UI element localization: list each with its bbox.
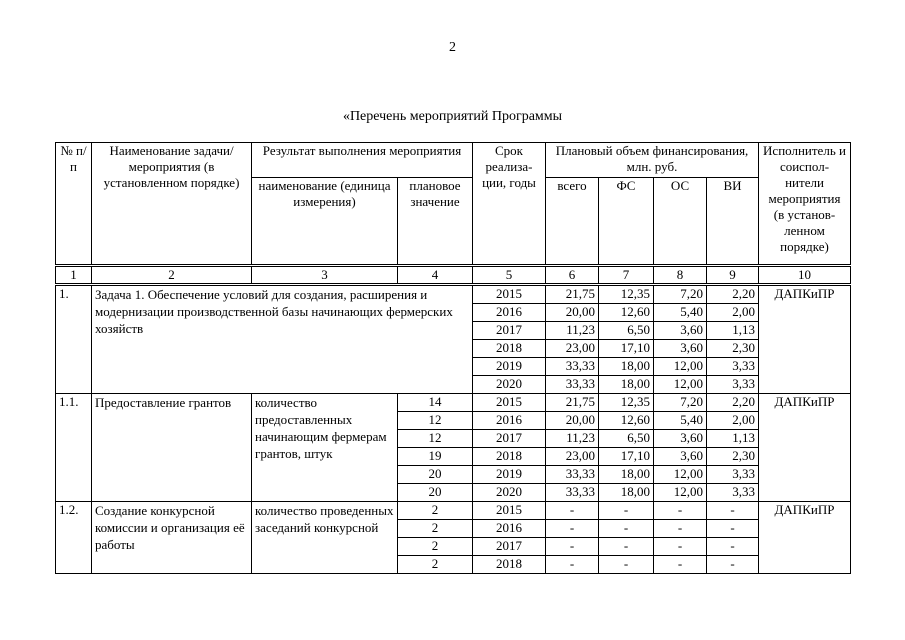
year-cell: 2018: [473, 448, 546, 466]
plan-value-cell: 20: [398, 466, 473, 484]
executor-cell: ДАПКиПР: [759, 394, 851, 502]
fs-cell: 18,00: [599, 466, 654, 484]
header-task: Наименование задачи/мероприятия (в установленном порядке): [92, 143, 252, 266]
year-cell: 2016: [473, 412, 546, 430]
vi-cell: 2,20: [707, 394, 759, 412]
os-cell: 7,20: [654, 285, 707, 304]
os-cell: 3,60: [654, 340, 707, 358]
total-cell: 20,00: [546, 412, 599, 430]
row-num: 1.: [56, 285, 92, 394]
plan-value-cell: 14: [398, 394, 473, 412]
vi-cell: 3,33: [707, 358, 759, 376]
vi-cell: 3,33: [707, 376, 759, 394]
plan-value-cell: 2: [398, 502, 473, 520]
plan-value-cell: 2: [398, 556, 473, 574]
header-executor: Исполнитель и соиспол-нители мероприятия (в установ-ленном порядке): [759, 143, 851, 266]
year-cell: 2015: [473, 285, 546, 304]
vi-cell: 3,33: [707, 484, 759, 502]
os-cell: 12,00: [654, 358, 707, 376]
vi-cell: -: [707, 538, 759, 556]
vi-cell: 2,30: [707, 448, 759, 466]
col-number: 3: [252, 266, 398, 285]
result-name: количество проведенных заседаний конкурсной: [252, 502, 398, 574]
year-cell: 2019: [473, 358, 546, 376]
os-cell: 12,00: [654, 376, 707, 394]
col-number: 2: [92, 266, 252, 285]
total-cell: 33,33: [546, 484, 599, 502]
vi-cell: 2,30: [707, 340, 759, 358]
plan-value-cell: 2: [398, 520, 473, 538]
page-number: 2: [449, 40, 456, 55]
year-cell: 2017: [473, 538, 546, 556]
year-cell: 2017: [473, 430, 546, 448]
year-cell: 2015: [473, 394, 546, 412]
document-title: «Перечень мероприятий Программы: [342, 109, 563, 124]
col-number: 6: [546, 266, 599, 285]
row-num: 1.2.: [56, 502, 92, 574]
year-cell: 2020: [473, 484, 546, 502]
header-term: Срок реализа-ции, годы: [473, 143, 546, 266]
table-row: [56, 502, 851, 520]
result-name: количество предоставленных начинающим фермерам грантов, штук: [252, 394, 398, 502]
col-number: 4: [398, 266, 473, 285]
table-row: [56, 394, 851, 412]
header-finance: Плановый объем финансирования, млн. руб.: [546, 143, 759, 178]
year-cell: 2019: [473, 466, 546, 484]
total-cell: 23,00: [546, 448, 599, 466]
col-number: 1: [56, 266, 92, 285]
year-cell: 2016: [473, 304, 546, 322]
plan-value-cell: 2: [398, 538, 473, 556]
plan-value-cell: 19: [398, 448, 473, 466]
column-numbers-row: [56, 266, 851, 285]
fs-cell: -: [599, 556, 654, 574]
executor-cell: ДАПКиПР: [759, 285, 851, 394]
col-number: 9: [707, 266, 759, 285]
fs-cell: 18,00: [599, 358, 654, 376]
year-cell: 2018: [473, 556, 546, 574]
fs-cell: 12,60: [599, 412, 654, 430]
fs-cell: 17,10: [599, 448, 654, 466]
fs-cell: 6,50: [599, 322, 654, 340]
header-fs: ФС: [599, 178, 654, 266]
header-row: [56, 143, 851, 178]
vi-cell: 3,33: [707, 466, 759, 484]
task-name: Задача 1. Обеспечение условий для создания, расширения и модернизации производственной базы начинающих фермерских хозяйств: [92, 285, 473, 394]
plan-value-cell: 12: [398, 430, 473, 448]
header-vi: ВИ: [707, 178, 759, 266]
year-cell: 2018: [473, 340, 546, 358]
vi-cell: -: [707, 556, 759, 574]
col-number: 7: [599, 266, 654, 285]
total-cell: 23,00: [546, 340, 599, 358]
total-cell: 21,75: [546, 394, 599, 412]
total-cell: -: [546, 520, 599, 538]
os-cell: 12,00: [654, 484, 707, 502]
plan-value-cell: 20: [398, 484, 473, 502]
plan-value-cell: 12: [398, 412, 473, 430]
total-cell: 33,33: [546, 466, 599, 484]
row-num: 1.1.: [56, 394, 92, 502]
os-cell: 3,60: [654, 430, 707, 448]
total-cell: -: [546, 502, 599, 520]
table-row: [56, 285, 851, 304]
year-cell: 2016: [473, 520, 546, 538]
col-number: 10: [759, 266, 851, 285]
vi-cell: 2,20: [707, 285, 759, 304]
vi-cell: -: [707, 520, 759, 538]
fs-cell: 18,00: [599, 484, 654, 502]
measures-table: [55, 142, 851, 574]
os-cell: -: [654, 502, 707, 520]
vi-cell: 1,13: [707, 322, 759, 340]
vi-cell: 2,00: [707, 412, 759, 430]
os-cell: 5,40: [654, 304, 707, 322]
header-total: всего: [546, 178, 599, 266]
fs-cell: 17,10: [599, 340, 654, 358]
total-cell: -: [546, 538, 599, 556]
header-num: № п/п: [56, 143, 92, 266]
total-cell: 21,75: [546, 285, 599, 304]
col-number: 5: [473, 266, 546, 285]
col-number: 8: [654, 266, 707, 285]
vi-cell: 1,13: [707, 430, 759, 448]
os-cell: -: [654, 520, 707, 538]
vi-cell: 2,00: [707, 304, 759, 322]
fs-cell: 12,60: [599, 304, 654, 322]
fs-cell: 18,00: [599, 376, 654, 394]
fs-cell: -: [599, 520, 654, 538]
year-cell: 2017: [473, 322, 546, 340]
os-cell: -: [654, 538, 707, 556]
total-cell: -: [546, 556, 599, 574]
fs-cell: 12,35: [599, 285, 654, 304]
total-cell: 11,23: [546, 430, 599, 448]
header-result: Результат выполнения мероприятия: [252, 143, 473, 178]
fs-cell: 6,50: [599, 430, 654, 448]
vi-cell: -: [707, 502, 759, 520]
executor-cell: ДАПКиПР: [759, 502, 851, 574]
os-cell: 3,60: [654, 322, 707, 340]
measure-name: Предоставление грантов: [92, 394, 252, 502]
year-cell: 2020: [473, 376, 546, 394]
os-cell: 5,40: [654, 412, 707, 430]
total-cell: 20,00: [546, 304, 599, 322]
fs-cell: 12,35: [599, 394, 654, 412]
fs-cell: -: [599, 502, 654, 520]
os-cell: 3,60: [654, 448, 707, 466]
header-result-name: наименование (единица измерения): [252, 178, 398, 266]
total-cell: 11,23: [546, 322, 599, 340]
total-cell: 33,33: [546, 358, 599, 376]
os-cell: -: [654, 556, 707, 574]
os-cell: 7,20: [654, 394, 707, 412]
header-result-plan: плановое значение: [398, 178, 473, 266]
os-cell: 12,00: [654, 466, 707, 484]
total-cell: 33,33: [546, 376, 599, 394]
year-cell: 2015: [473, 502, 546, 520]
header-os: ОС: [654, 178, 707, 266]
fs-cell: -: [599, 538, 654, 556]
measure-name: Создание конкурсной комиссии и организация её работы: [92, 502, 252, 574]
